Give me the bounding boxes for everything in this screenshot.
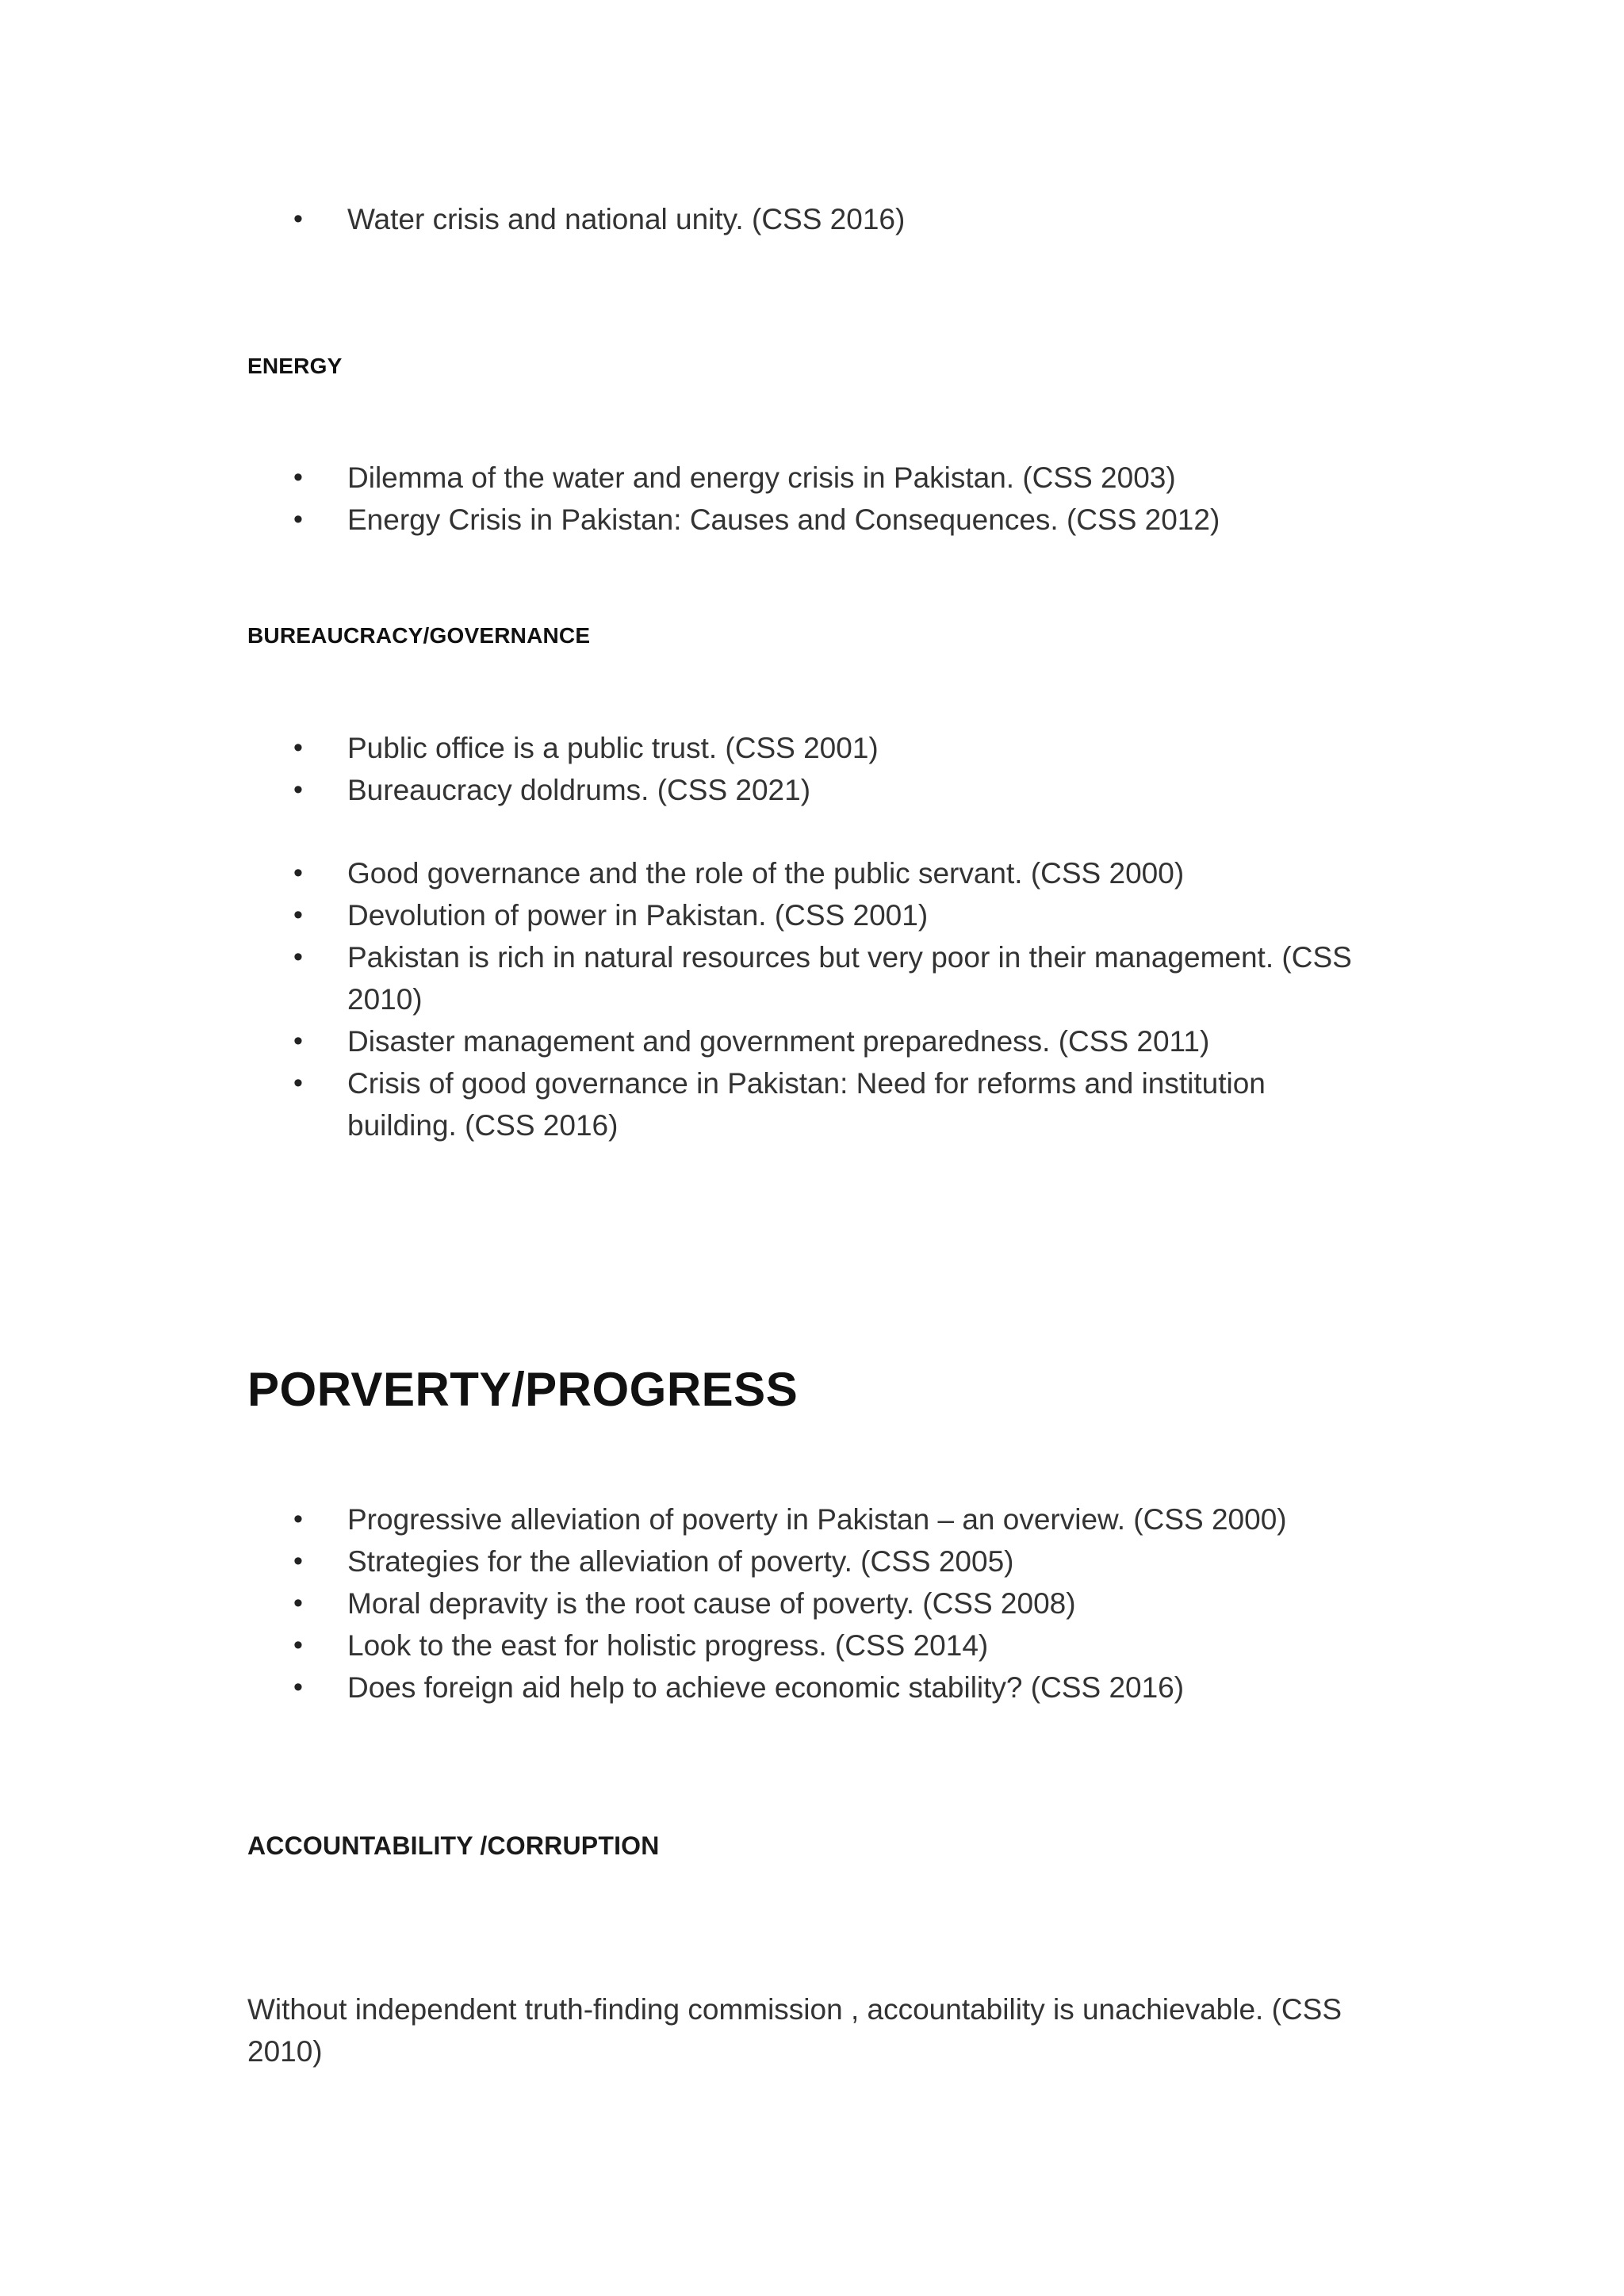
bullet-icon: • [293,900,303,930]
bullet-icon: • [293,462,303,492]
list-item [0,1667,1378,1709]
bullet-icon: • [293,204,303,234]
list-item-text: Crisis of good governance in Pakistan: Need for reforms and institution building. (CSS 2016) [347,1067,1266,1142]
bullet-icon: • [293,733,303,763]
accountability-heading: ACCOUNTABILITY /CORRUPTION [247,1831,660,1860]
list-item [0,1582,1378,1624]
bullet-icon: • [293,1546,303,1576]
bullet-icon: • [293,1504,303,1534]
bureaucracy-list-a [0,727,1378,811]
list-item [0,198,1378,240]
list-item-text: Look to the east for holistic progress. (CSS 2014) [347,1629,989,1662]
list-item [0,769,1378,811]
list-item [0,457,1378,499]
bullet-icon: • [293,775,303,805]
bureaucracy-heading: BUREAUCRACY/GOVERNANCE [247,623,591,648]
list-item [0,1624,1378,1667]
list-item [0,499,1378,541]
bullet-icon: • [293,504,303,534]
list-item-text: Good governance and the role of the public servant. (CSS 2000) [347,857,1185,890]
list-item [0,1020,1378,1062]
bullet-icon: • [293,1672,303,1702]
list-item [0,727,1378,769]
list-item [0,852,1378,894]
list-item [0,1498,1378,1540]
bullet-icon: • [293,942,303,972]
poverty-heading: PORVERTY/PROGRESS [247,1363,799,1416]
list-item-text: Strategies for the alleviation of poverty. (CSS 2005) [347,1545,1014,1578]
bullet-icon: • [293,1068,303,1098]
list-item-text: Bureaucracy doldrums. (CSS 2021) [347,774,811,806]
water-list [0,198,1378,240]
list-item [0,894,1378,936]
list-item-text: Progressive alleviation of poverty in Pakistan – an overview. (CSS 2000) [347,1503,1287,1536]
bureaucracy-list-b [0,852,1378,1146]
list-item-text: Does foreign aid help to achieve economic stability? (CSS 2016) [347,1671,1185,1704]
energy-heading: ENERGY [247,354,343,378]
bullet-icon: • [293,1630,303,1660]
list-item-text: Water crisis and national unity. (CSS 2016) [347,203,906,235]
list-item-text: Energy Crisis in Pakistan: Causes and Consequences. (CSS 2012) [347,503,1220,536]
list-item-text: Devolution of power in Pakistan. (CSS 2001) [347,899,929,932]
list-item-text: Dilemma of the water and energy crisis in Pakistan. (CSS 2003) [347,461,1176,494]
list-item [0,1540,1378,1582]
accountability-paragraph: Without independent truth-finding commission , accountability is unachievable. (CSS 2010) [247,1993,1342,2068]
bullet-icon: • [293,1588,303,1618]
poverty-list [0,1498,1378,1709]
list-item [0,936,1378,1020]
list-item-text: Disaster management and government preparedness. (CSS 2011) [347,1025,1210,1058]
list-item-text: Moral depravity is the root cause of poverty. (CSS 2008) [347,1587,1076,1620]
list-item [0,1062,1378,1146]
bullet-icon: • [293,858,303,888]
bullet-icon: • [293,1026,303,1056]
list-item-text: Pakistan is rich in natural resources but very poor in their management. (CSS 2010) [347,941,1352,1016]
list-item-text: Public office is a public trust. (CSS 2001) [347,732,879,764]
energy-list [0,457,1378,541]
